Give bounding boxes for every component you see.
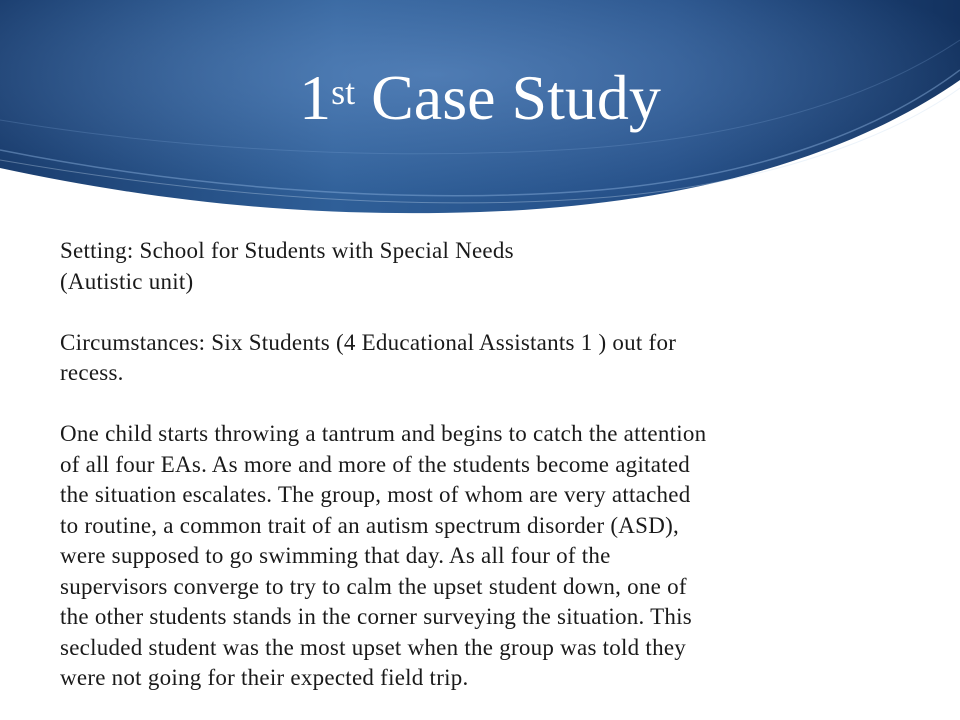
narrative-line: were supposed to go swimming that day. As all four of the: [60, 543, 611, 568]
narrative-line: One child starts throwing a tantrum and begins to catch the attention: [60, 421, 707, 446]
title-ordinal-suffix: st: [331, 72, 356, 112]
paragraph-gap: [60, 389, 860, 420]
narrative-line: secluded student was the most upset when the group was told they: [60, 634, 687, 660]
paragraph-gap: [60, 297, 860, 328]
narrative-line: to routine, a common trait of an autism spectrum disorder (ASD),: [60, 512, 679, 538]
slide-body: [60, 236, 860, 694]
setting-line: Setting: School for Students with Special Needs: [60, 238, 514, 263]
circumstances-line: recess.: [60, 360, 124, 385]
narrative-line: the other students stands in the corner surveying the situation. This: [60, 604, 692, 629]
title-text: Case Study: [355, 62, 661, 133]
setting-line: (Autistic unit): [60, 268, 194, 294]
narrative-line: of all four EAs. As more and more of the students become agitated: [60, 451, 691, 477]
title-number: 1: [299, 62, 332, 133]
narrative-line: supervisors converge to try to calm the upset student down, one of: [60, 573, 687, 599]
slide-title: [0, 58, 960, 138]
circumstances-line: Circumstances: Six Students (4 Educational Assistants 1 ) out for: [60, 329, 677, 355]
narrative-line: the situation escalates. The group, most of whom are very attached: [60, 482, 691, 507]
narrative-line: were not going for their expected field trip.: [60, 665, 469, 690]
